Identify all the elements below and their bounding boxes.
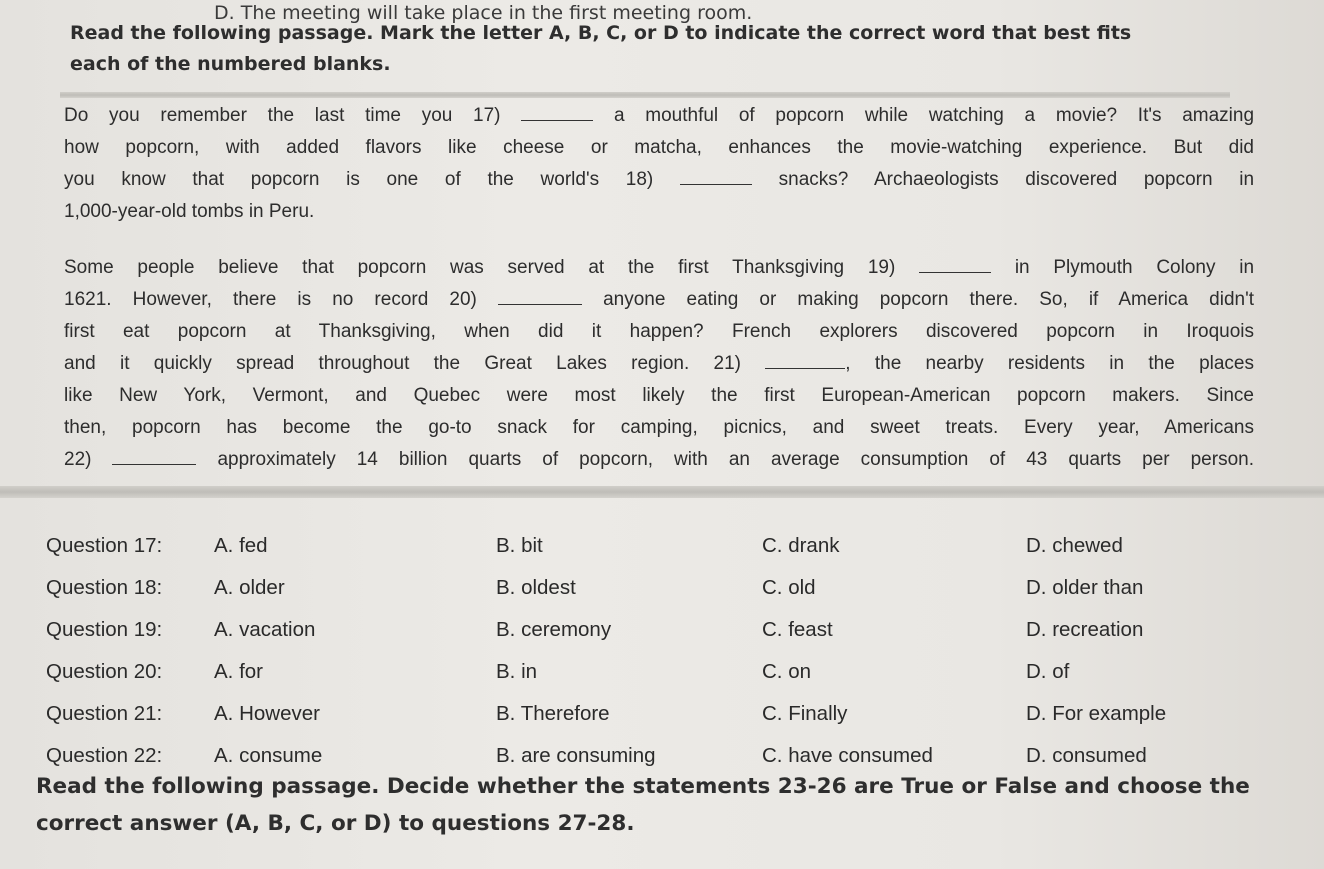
divider bbox=[0, 486, 1324, 498]
line-text: approximately 14 billion quarts of popcorn, with an average consumption of 43 quarts per person. bbox=[217, 449, 1254, 470]
option-c[interactable]: C. old bbox=[762, 576, 816, 599]
passage-line bbox=[64, 252, 1254, 284]
line-text: and it quickly spread throughout the Great Lakes region. 21) bbox=[64, 353, 741, 374]
option-d[interactable]: D. of bbox=[1026, 660, 1070, 683]
passage-line: first eat popcorn at Thanksgiving, when did it happen? French explorers discovered popcorn in Iroquois bbox=[64, 321, 1254, 342]
previous-question-option: D. The meeting will take place in the first meeting room. bbox=[214, 2, 753, 24]
passage-paragraph-2 bbox=[64, 252, 1254, 476]
passage-line bbox=[64, 100, 1254, 132]
blank-18 bbox=[680, 169, 752, 185]
question-row-20 bbox=[44, 656, 1244, 698]
line-text: anyone eating or making popcorn there. So, if America didn't bbox=[603, 289, 1254, 310]
option-d[interactable]: D. consumed bbox=[1026, 744, 1147, 767]
passage-line bbox=[64, 444, 1254, 476]
option-d[interactable]: D. For example bbox=[1026, 702, 1167, 725]
blank-20 bbox=[498, 289, 582, 305]
passage-line bbox=[64, 348, 1254, 380]
section-instruction: Read the following passage. Mark the letter A, B, C, or D to indicate the correct word that best fits each of the numbered blanks. bbox=[70, 22, 1132, 75]
option-a[interactable]: A. fed bbox=[214, 534, 268, 557]
question-row-21 bbox=[44, 698, 1244, 740]
passage-paragraph-1 bbox=[64, 100, 1254, 228]
option-b[interactable]: B. ceremony bbox=[496, 618, 612, 641]
line-text: you know that popcorn is one of the world's 18) bbox=[64, 169, 654, 190]
option-a[interactable]: A. older bbox=[214, 576, 285, 599]
option-c[interactable]: C. drank bbox=[762, 534, 840, 557]
line-text: Some people believe that popcorn was served at the first Thanksgiving 19) bbox=[64, 257, 896, 278]
option-c[interactable]: C. feast bbox=[762, 618, 833, 641]
blank-19 bbox=[919, 257, 991, 273]
question-label: Question 17: bbox=[46, 534, 163, 557]
option-d[interactable]: D. chewed bbox=[1026, 534, 1123, 557]
question-row-18 bbox=[44, 572, 1244, 614]
question-label: Question 18: bbox=[46, 576, 163, 599]
option-a[interactable]: A. for bbox=[214, 660, 263, 683]
option-b[interactable]: B. bit bbox=[496, 534, 543, 557]
blank-22 bbox=[112, 449, 196, 465]
question-row-19 bbox=[44, 614, 1244, 656]
option-d[interactable]: D. older than bbox=[1026, 576, 1144, 599]
question-row-17 bbox=[44, 530, 1244, 572]
option-b[interactable]: B. oldest bbox=[496, 576, 576, 599]
line-text: snacks? Archaeologists discovered popcorn in bbox=[778, 169, 1255, 190]
passage-line bbox=[64, 284, 1254, 316]
passage-line: then, popcorn has become the go-to snack for camping, picnics, and sweet treats. Every year, Americans bbox=[64, 417, 1254, 438]
question-label: Question 20: bbox=[46, 660, 163, 683]
question-label: Question 22: bbox=[46, 744, 163, 767]
option-b[interactable]: B. in bbox=[496, 660, 538, 683]
blank-21 bbox=[765, 353, 845, 369]
passage-line bbox=[64, 164, 1254, 196]
blank-17 bbox=[521, 105, 593, 121]
passage-line: how popcorn, with added flavors like cheese or matcha, enhances the movie-watching experience. But did bbox=[64, 137, 1254, 158]
option-b[interactable]: B. are consuming bbox=[496, 744, 656, 767]
option-c[interactable]: C. have consumed bbox=[762, 744, 933, 767]
option-c[interactable]: C. Finally bbox=[762, 702, 848, 725]
answer-options-table bbox=[44, 530, 1244, 782]
line-text: , the nearby residents in the places bbox=[845, 353, 1254, 374]
line-text: Do you remember the last time you 17) bbox=[64, 105, 501, 126]
passage-line: like New York, Vermont, and Quebec were most likely the first European-American popcorn makers. Since bbox=[64, 385, 1254, 406]
option-d[interactable]: D. recreation bbox=[1026, 618, 1144, 641]
line-text: 22) bbox=[64, 449, 92, 470]
line-text: 1621. However, there is no record 20) bbox=[64, 289, 477, 310]
section-instruction-2: Read the following passage. Decide whether the statements 23-26 are True or False and choose the correct answer (A, B, C, or D) to questions 27-28. bbox=[36, 774, 1250, 836]
question-label: Question 19: bbox=[46, 618, 163, 641]
passage-line: 1,000-year-old tombs in Peru. bbox=[64, 201, 315, 222]
line-text: in Plymouth Colony in bbox=[1014, 257, 1255, 278]
option-c[interactable]: C. on bbox=[762, 660, 811, 683]
option-a[interactable]: A. However bbox=[214, 702, 320, 725]
option-a[interactable]: A. vacation bbox=[214, 618, 316, 641]
question-label: Question 21: bbox=[46, 702, 163, 725]
divider bbox=[60, 92, 1230, 98]
option-a[interactable]: A. consume bbox=[214, 744, 323, 767]
option-b[interactable]: B. Therefore bbox=[496, 702, 610, 725]
line-text: a mouthful of popcorn while watching a movie? It's amazing bbox=[613, 105, 1255, 126]
